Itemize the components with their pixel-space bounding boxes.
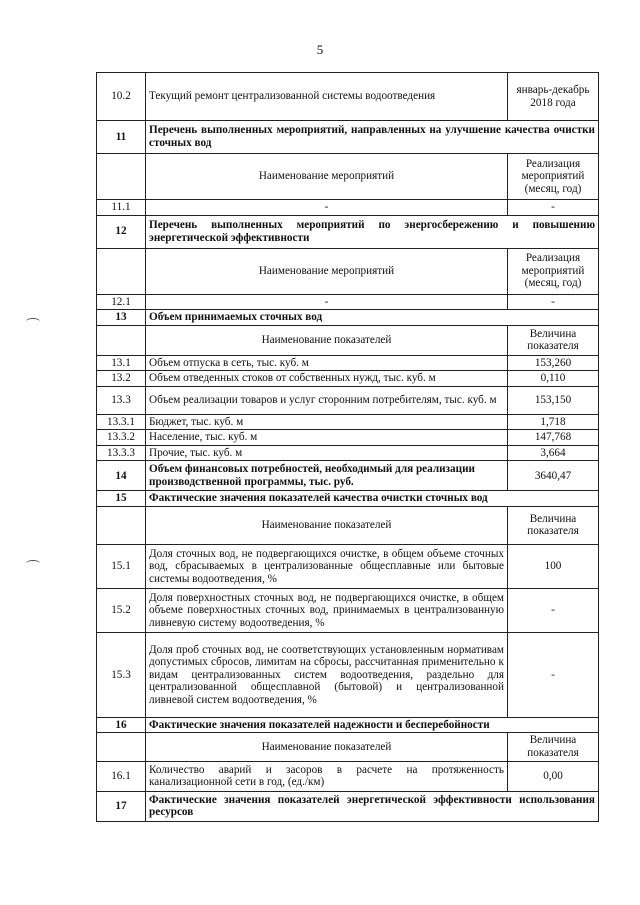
section-header-row — [97, 310, 599, 326]
row-text: Бюджет, тыс. куб. м — [146, 414, 508, 430]
row-text: Доля сточных вод, не подвергающихся очистке, в общем объеме сточных вод, сбрасываемых в централизованные общесплавные или бытовые системы водоотведения, % — [146, 544, 508, 588]
table-row — [97, 386, 599, 414]
row-value: - — [508, 200, 599, 216]
column-header-row — [97, 248, 599, 294]
margin-mark — [26, 560, 40, 567]
row-number: 13.3.3 — [97, 445, 146, 461]
table-row — [97, 445, 599, 461]
table-row — [97, 632, 599, 717]
row-value: 3,664 — [508, 445, 599, 461]
row-text: Доля проб сточных вод, не соответствующих установленным нормативам допустимых сбросов, лимитам на сбросы, рассчитанная применительно к видам централизованных систем водоотведения, раздельно для централизованной общесплавной (бытовой) и централизованной ливневой систем водоотведения, % — [146, 632, 508, 717]
row-value: 153,260 — [508, 355, 599, 371]
column-header-row — [97, 154, 599, 200]
row-number: 12.1 — [97, 294, 146, 310]
column-header-name: Наименование показателей — [146, 506, 508, 544]
section-number: 17 — [97, 791, 146, 821]
section-header-row — [97, 121, 599, 154]
margin-mark — [26, 318, 40, 325]
column-header-name: Наименование мероприятий — [146, 248, 508, 294]
column-header-value: Величина показателя — [508, 506, 599, 544]
row-number: 13.1 — [97, 355, 146, 371]
section-title: Фактические значения показателей надежности и бесперебойности — [146, 717, 599, 733]
row-value: 100 — [508, 544, 599, 588]
row-value: 153,150 — [508, 386, 599, 414]
column-header-value: Величина показателя — [508, 325, 599, 355]
table-row — [97, 294, 599, 310]
row-text: Доля поверхностных сточных вод, не подвергающихся очистке, в общем объеме поверхностных сточных вод, принимаемых в централизованную ливневую систему водоотведения, % — [146, 588, 508, 632]
section-title: Фактические значения показателей энергетической эффективности использования ресурсов — [146, 791, 599, 821]
row-text: Объем отпуска в сеть, тыс. куб. м — [146, 355, 508, 371]
section-number: 11 — [97, 121, 146, 154]
row-number: 13.3 — [97, 386, 146, 414]
section-title: Объем финансовых потребностей, необходимый для реализации производственной программы, тыс. руб. — [146, 461, 508, 491]
row-number: 15.3 — [97, 632, 146, 717]
row-number: 13.2 — [97, 371, 146, 387]
row-value: 0,00 — [508, 761, 599, 791]
column-header-name: Наименование мероприятий — [146, 154, 508, 200]
row-text: Текущий ремонт централизованной системы водоотведения — [146, 73, 508, 121]
row-value: - — [508, 632, 599, 717]
section-header-row — [97, 491, 599, 507]
table-row — [97, 73, 599, 121]
column-header-name: Наименование показателей — [146, 325, 508, 355]
row-text: Объем реализации товаров и услуг сторонним потребителям, тыс. куб. м — [146, 386, 508, 414]
section-title: Перечень выполненных мероприятий, направленных на улучшение качества очистки сточных вод — [146, 121, 599, 154]
table-row — [97, 414, 599, 430]
section-number: 15 — [97, 491, 146, 507]
table-row — [97, 430, 599, 446]
row-value: - — [508, 588, 599, 632]
row-value: 3640,47 — [508, 461, 599, 491]
column-header-row — [97, 733, 599, 761]
row-text: Количество аварий и засоров в расчете на протяженность канализационной сети в год, (ед./км) — [146, 761, 508, 791]
row-number: 10.2 — [97, 73, 146, 121]
page-number: 5 — [316, 42, 324, 57]
table-row — [97, 200, 599, 216]
section-number: 12 — [97, 215, 146, 248]
section-title: Перечень выполненных мероприятий по энергосбережению и повышению энергетической эффективности — [146, 215, 599, 248]
section-number: 14 — [97, 461, 146, 491]
row-value: - — [508, 294, 599, 310]
row-text: - — [146, 294, 508, 310]
section-header-row — [97, 215, 599, 248]
row-number: 11.1 — [97, 200, 146, 216]
table-row — [97, 588, 599, 632]
row-number: 15.1 — [97, 544, 146, 588]
column-header-value: Величина показателя — [508, 733, 599, 761]
row-text: - — [146, 200, 508, 216]
section-number: 16 — [97, 717, 146, 733]
row-number: 13.3.2 — [97, 430, 146, 446]
section-number: 13 — [97, 310, 146, 326]
table-row — [97, 544, 599, 588]
column-header-value: Реализация мероприятий (месяц, год) — [508, 248, 599, 294]
section-header-row — [97, 791, 599, 821]
row-number: 16.1 — [97, 761, 146, 791]
row-value: 147,768 — [508, 430, 599, 446]
row-number: 13.3.1 — [97, 414, 146, 430]
table-row — [97, 371, 599, 387]
column-header-name: Наименование показателей — [146, 733, 508, 761]
section-title: Фактические значения показателей качества очистки сточных вод — [146, 491, 599, 507]
row-value: январь-декабрь 2018 года — [508, 73, 599, 121]
column-header-value: Реализация мероприятий (месяц, год) — [508, 154, 599, 200]
report-table — [96, 72, 599, 822]
row-value: 1,718 — [508, 414, 599, 430]
column-header-row — [97, 325, 599, 355]
section-title: Объем принимаемых сточных вод — [146, 310, 599, 326]
section-header-row — [97, 461, 599, 491]
table-row — [97, 355, 599, 371]
row-text: Население, тыс. куб. м — [146, 430, 508, 446]
column-header-row — [97, 506, 599, 544]
row-value: 0,110 — [508, 371, 599, 387]
table-row — [97, 761, 599, 791]
row-text: Объем отведенных стоков от собственных нужд, тыс. куб. м — [146, 371, 508, 387]
section-header-row — [97, 717, 599, 733]
row-text: Прочие, тыс. куб. м — [146, 445, 508, 461]
row-number: 15.2 — [97, 588, 146, 632]
